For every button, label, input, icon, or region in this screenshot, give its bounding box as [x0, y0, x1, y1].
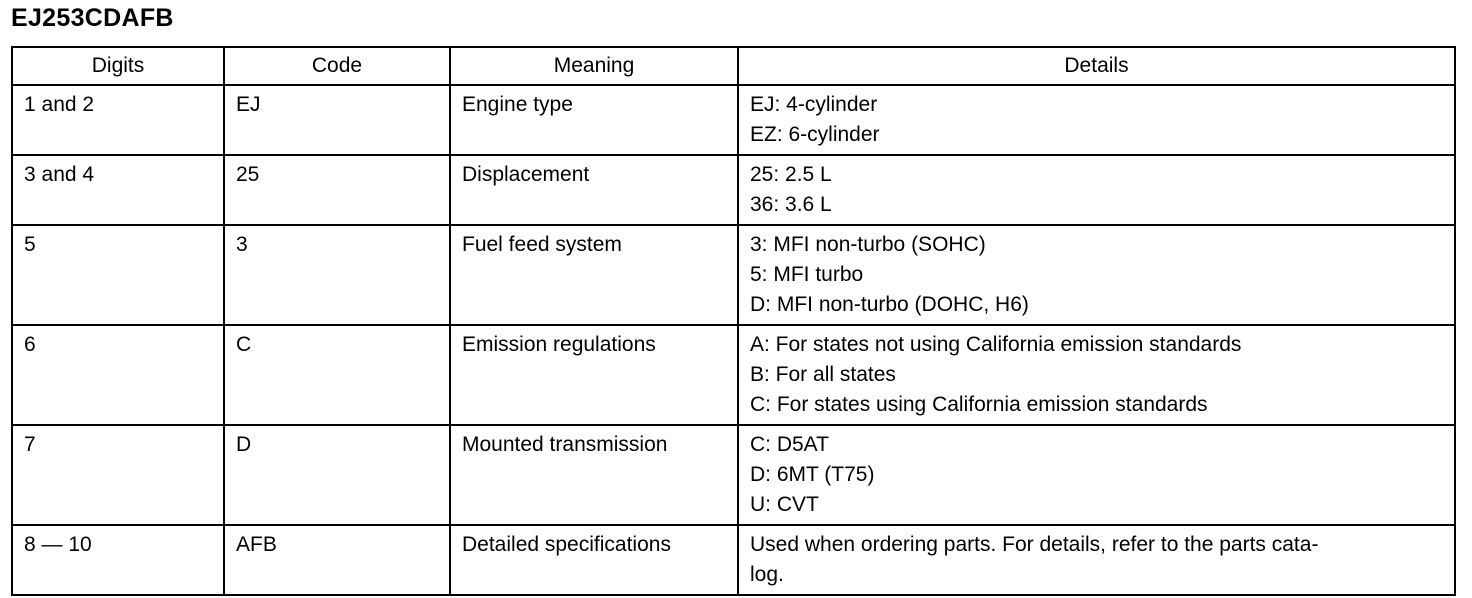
- table-body: [12, 85, 1455, 595]
- cell-digits: 3 and 4: [12, 155, 224, 225]
- cell-details: [738, 525, 1455, 595]
- header-details: Details: [738, 47, 1455, 85]
- details-line: 5: MFI turbo: [750, 263, 864, 286]
- cell-code: 25: [224, 155, 450, 225]
- details-line: D: MFI non-turbo (DOHC, H6): [750, 293, 1029, 316]
- table-row: [12, 85, 1455, 155]
- cell-details: [738, 425, 1455, 525]
- details-line: EJ: 4-cylinder: [750, 93, 878, 116]
- details-line: D: 6MT (T75): [750, 463, 875, 486]
- engine-code-table: [11, 46, 1456, 596]
- details-line: log.: [750, 563, 784, 586]
- details-line: Used when ordering parts. For details, refer to the parts cata-: [750, 533, 1319, 556]
- details-line: U: CVT: [750, 493, 819, 516]
- header-digits: Digits: [12, 47, 224, 85]
- header-code: Code: [224, 47, 450, 85]
- cell-digits: 7: [12, 425, 224, 525]
- cell-details: [738, 85, 1455, 155]
- details-line: C: D5AT: [750, 433, 829, 456]
- cell-code: D: [224, 425, 450, 525]
- cell-code: 3: [224, 225, 450, 325]
- cell-meaning: Displacement: [450, 155, 738, 225]
- table-row: [12, 225, 1455, 325]
- details-line: A: For states not using California emission standards: [750, 333, 1242, 356]
- table-header: [12, 47, 1455, 85]
- cell-details: [738, 225, 1455, 325]
- table-row: [12, 155, 1455, 225]
- cell-meaning: Engine type: [450, 85, 738, 155]
- cell-digits: 5: [12, 225, 224, 325]
- header-meaning: Meaning: [450, 47, 738, 85]
- details-line: C: For states using California emission standards: [750, 393, 1208, 416]
- cell-meaning: Fuel feed system: [450, 225, 738, 325]
- cell-code: C: [224, 325, 450, 425]
- cell-details: [738, 155, 1455, 225]
- table-row: [12, 325, 1455, 425]
- cell-meaning: Emission regulations: [450, 325, 738, 425]
- cell-details: [738, 325, 1455, 425]
- cell-meaning: Mounted transmission: [450, 425, 738, 525]
- details-line: 36: 3.6 L: [750, 193, 832, 216]
- table-row: [12, 525, 1455, 595]
- cell-meaning: Detailed specifications: [450, 525, 738, 595]
- details-line: B: For all states: [750, 363, 896, 386]
- details-line: 3: MFI non-turbo (SOHC): [750, 233, 986, 256]
- cell-digits: 6: [12, 325, 224, 425]
- cell-digits: 1 and 2: [12, 85, 224, 155]
- header-row: [12, 47, 1455, 85]
- table-row: [12, 425, 1455, 525]
- details-line: 25: 2.5 L: [750, 163, 832, 186]
- cell-digits: 8 — 10: [12, 525, 224, 595]
- cell-code: EJ: [224, 85, 450, 155]
- document-title: EJ253CDAFB: [11, 4, 174, 32]
- details-line: EZ: 6-cylinder: [750, 123, 880, 146]
- cell-code: AFB: [224, 525, 450, 595]
